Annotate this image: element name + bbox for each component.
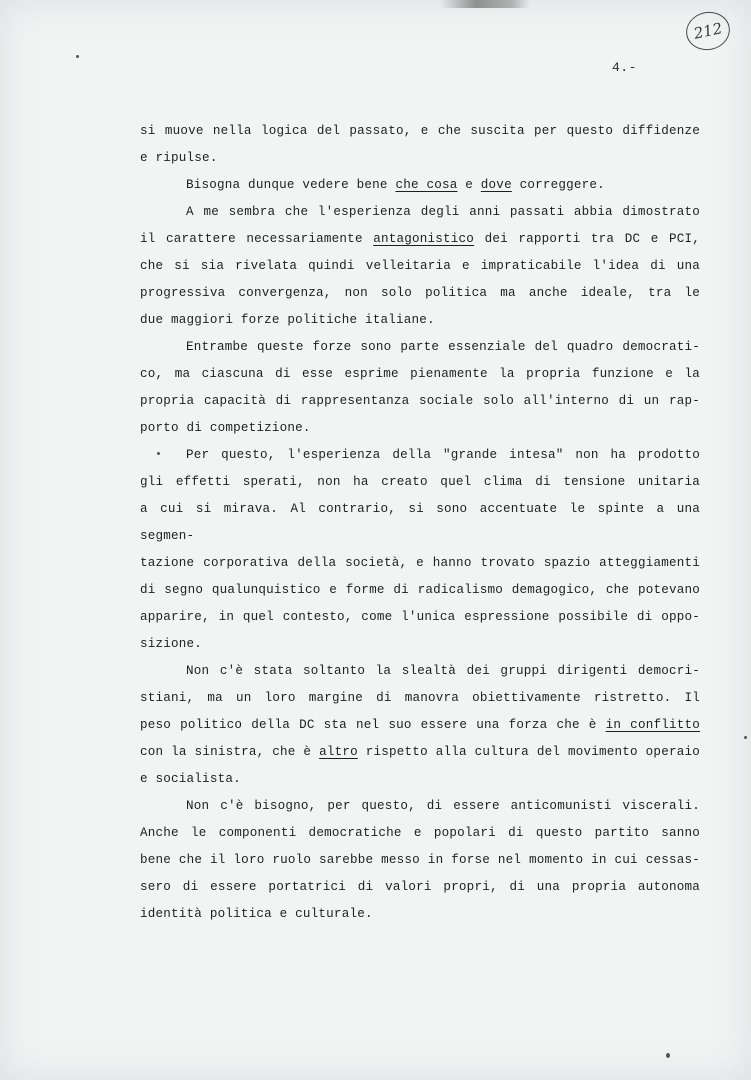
paragraph-p5 [140, 442, 700, 658]
text-run: co, ma ciascuna di esse esprime pienamente la propria funzione e la [140, 367, 700, 381]
text-line [140, 604, 700, 631]
text-run: di segno qualunquistico e forme di radicalismo demagogico, che potevano [140, 583, 700, 597]
text-run: Entrambe queste forze sono parte essenziale del quadro democrati- [186, 340, 700, 354]
text-run: dei rapporti tra DC e PCI, [474, 232, 701, 246]
text-run: Anche le componenti democratiche e popolari di questo partito sanno [140, 826, 700, 840]
text-run: gli effetti sperati, non ha creato quel clima di tensione unitaria [140, 475, 700, 489]
paragraph-p2 [140, 172, 700, 199]
text-line [140, 118, 700, 145]
text-run: propria capacità di rappresentanza sociale solo all'interno di un rap- [140, 394, 700, 408]
scan-artifact [440, 0, 530, 8]
paragraph-p3 [140, 199, 700, 334]
archive-stamp [683, 8, 734, 54]
text-run: porto di competizione. [140, 421, 311, 435]
text-line [140, 631, 700, 658]
text-run: due maggiori forze politiche italiane. [140, 313, 435, 327]
paragraph-p6 [140, 658, 700, 793]
text-run: Per questo, l'esperienza della "grande intesa" non ha prodotto [186, 448, 700, 462]
underlined-text: che cosa [395, 178, 458, 192]
text-run: A me sembra che l'esperienza degli anni passati abbia dimostrato [186, 205, 700, 219]
underlined-text: in conflitto [605, 718, 701, 732]
text-run: apparire, in quel contesto, come l'unica espressione possibile di oppo- [140, 610, 700, 624]
paragraph-p4 [140, 334, 700, 442]
text-line [140, 847, 700, 874]
text-line [140, 577, 700, 604]
underlined-text: dove [480, 178, 512, 192]
text-line [140, 793, 700, 820]
text-line [140, 415, 700, 442]
body-text [140, 118, 700, 928]
text-run: e ripulse. [140, 151, 218, 165]
text-line [140, 766, 700, 793]
text-line [140, 901, 700, 928]
text-run: si muove nella logica del passato, e che suscita per questo diffidenze [140, 124, 700, 138]
text-line [140, 334, 700, 361]
scan-speck [666, 1053, 670, 1058]
text-line [140, 442, 700, 469]
text-run: Non c'è stata soltanto la slealtà dei gruppi dirigenti democri- [186, 664, 700, 678]
text-run: tazione corporativa della società, e hanno trovato spazio atteggiamenti [140, 556, 700, 570]
text-run: progressiva convergenza, non solo politica ma anche ideale, tra le [140, 286, 700, 300]
paragraph-p1 [140, 118, 700, 172]
paragraph-p7 [140, 793, 700, 928]
text-run: Non c'è bisogno, per questo, di essere anticomunisti viscerali. [186, 799, 700, 813]
text-line [140, 820, 700, 847]
text-run: sizione. [140, 637, 203, 651]
text-line [140, 226, 700, 253]
scan-speck [744, 736, 747, 739]
text-run: correggere. [511, 178, 605, 192]
text-line [140, 172, 700, 199]
text-line [140, 253, 700, 280]
text-line [140, 199, 700, 226]
text-line [140, 496, 700, 550]
text-line [140, 280, 700, 307]
text-run: rispetto alla cultura del movimento operaio [357, 745, 700, 759]
text-line [140, 361, 700, 388]
scan-speck [76, 55, 79, 58]
text-run: e [457, 178, 481, 192]
text-run: a cui si mirava. Al contrario, si sono accentuate le spinte a una segmen- [140, 502, 700, 543]
text-line [140, 874, 700, 901]
text-line [140, 739, 700, 766]
text-line [140, 712, 700, 739]
text-run: bene che il loro ruolo sarebbe messo in forse nel momento in cui cessas- [140, 853, 700, 867]
text-run: Bisogna dunque vedere bene [186, 178, 396, 192]
underlined-text: antagonistico [373, 232, 475, 246]
page-number: 4.- [612, 60, 637, 75]
text-run: e socialista. [140, 772, 241, 786]
text-line [140, 550, 700, 577]
text-line [140, 685, 700, 712]
text-run: identità politica e culturale. [140, 907, 373, 921]
text-line [140, 388, 700, 415]
archive-stamp-number: 212 [692, 19, 724, 43]
text-run: con la sinistra, che è [140, 745, 320, 759]
text-line [140, 307, 700, 334]
text-line [140, 469, 700, 496]
text-run: peso politico della DC sta nel suo essere una forza che è [140, 718, 606, 732]
text-run: sero di essere portatrici di valori propri, di una propria autonoma [140, 880, 700, 894]
text-line [140, 658, 700, 685]
scan-speck [157, 452, 160, 455]
text-run: che si sia rivelata quindi velleitaria e impraticabile l'idea di una [140, 259, 700, 273]
text-line [140, 145, 700, 172]
text-run: stiani, ma un loro margine di manovra obiettivamente ristretto. Il [140, 691, 700, 705]
text-run: il carattere necessariamente [140, 232, 374, 246]
underlined-text: altro [319, 745, 358, 759]
